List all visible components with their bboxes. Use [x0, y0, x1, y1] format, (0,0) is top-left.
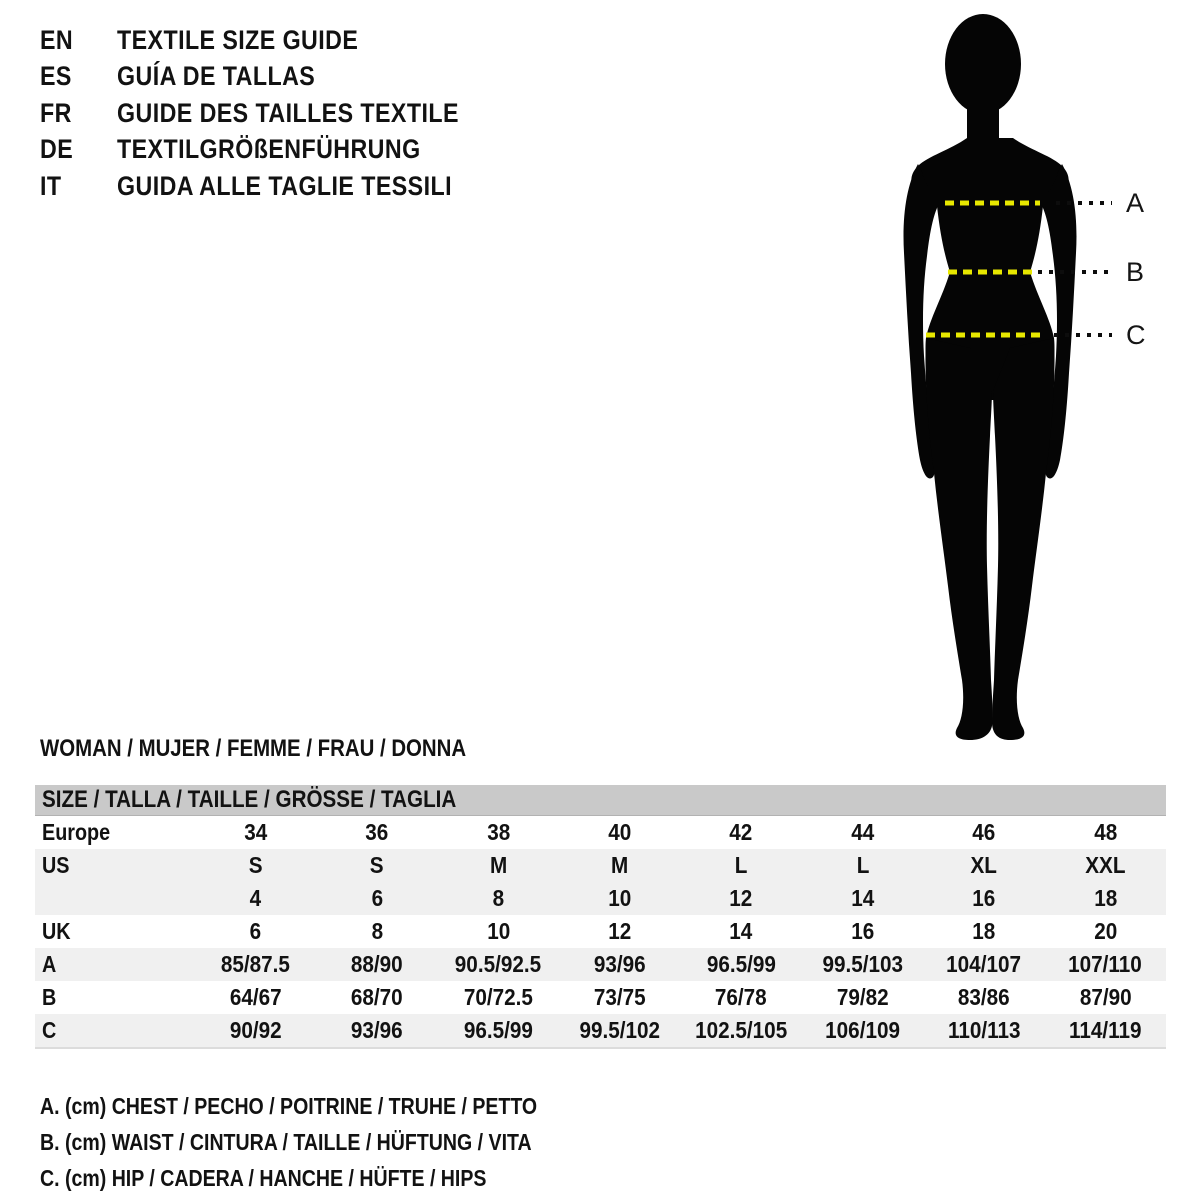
row-label: Europe — [42, 819, 111, 845]
legend-text: B. (cm) WAIST / CINTURA / TAILLE / HÜFTUNG / VITA — [40, 1128, 532, 1155]
language-code: FR — [40, 97, 72, 128]
size-value-cell: 93/96 — [351, 1017, 403, 1043]
language-row — [40, 95, 515, 132]
language-code: IT — [40, 170, 62, 201]
measure-label-b: B — [1126, 257, 1145, 287]
legend-row-waist — [40, 1124, 625, 1160]
language-title: TEXTILGRÖßENFÜHRUNG — [117, 134, 421, 165]
size-value-cell: XXL — [1085, 852, 1126, 878]
size-value-cell: 40 — [608, 819, 632, 845]
legend-text: A. (cm) CHEST / PECHO / POITRINE / TRUHE / PETTO — [40, 1092, 538, 1119]
size-value-cell: 10 — [486, 918, 510, 944]
size-table — [35, 785, 1166, 1049]
language-code: EN — [40, 24, 74, 55]
size-value-cell: 10 — [608, 885, 632, 911]
size-table-row — [35, 882, 1166, 915]
legend-text: C. (cm) HIP / CADERA / HANCHE / HÜFTE / HIPS — [40, 1164, 487, 1191]
size-value-cell: 107/110 — [1068, 951, 1143, 977]
language-row — [40, 132, 515, 169]
size-value-cell: 12 — [608, 918, 632, 944]
language-code: DE — [40, 134, 74, 165]
size-table-row — [35, 981, 1166, 1014]
size-value-cell: 73/75 — [593, 984, 646, 1010]
size-value-cell: 14 — [851, 885, 875, 911]
size-value-cell: L — [856, 852, 869, 878]
language-title: GUÍA DE TALLAS — [117, 61, 316, 92]
section-title — [40, 735, 541, 763]
size-value-cell: 96.5/99 — [706, 951, 776, 977]
legend-row-chest — [40, 1088, 625, 1124]
size-value-cell: 64/67 — [229, 984, 282, 1010]
size-value-cell: 38 — [486, 819, 510, 845]
size-value-cell: S — [248, 852, 263, 878]
size-value-cell: 46 — [972, 819, 996, 845]
size-table-row — [35, 948, 1166, 981]
language-title: GUIDE DES TAILLES TEXTILE — [117, 97, 459, 128]
size-value-cell: 70/72.5 — [463, 984, 533, 1010]
size-value-cell: 6 — [371, 885, 383, 911]
size-table-row — [35, 816, 1166, 849]
size-value-cell: 34 — [244, 819, 268, 845]
size-value-cell: 4 — [249, 885, 262, 911]
woman-silhouette-icon — [880, 8, 1130, 740]
size-value-cell: 68/70 — [351, 984, 403, 1010]
size-value-cell: 14 — [729, 918, 753, 944]
size-value-cell: 44 — [851, 819, 875, 845]
measure-label-a: A — [1126, 188, 1145, 218]
size-value-cell: 87/90 — [1079, 984, 1132, 1010]
size-table-header — [35, 785, 1166, 816]
row-label — [35, 885, 195, 912]
size-value-cell: 6 — [249, 918, 262, 944]
language-title: GUIDA ALLE TAGLIE TESSILI — [117, 170, 452, 201]
size-value-cell: 18 — [972, 918, 996, 944]
size-table-body — [35, 816, 1166, 1049]
language-row — [40, 59, 515, 96]
measurement-figure — [880, 0, 1200, 760]
row-label: UK — [42, 918, 71, 944]
size-value-cell: 90.5/92.5 — [455, 951, 542, 977]
size-value-cell: XL — [970, 852, 998, 878]
size-value-cell: 83/86 — [958, 984, 1010, 1010]
size-value-cell: 48 — [1093, 819, 1117, 845]
size-value-cell: S — [370, 852, 384, 878]
size-value-cell: 20 — [1093, 918, 1117, 944]
size-value-cell: 90/92 — [229, 1017, 282, 1043]
row-label: US — [42, 852, 70, 878]
size-value-cell: 110/113 — [947, 1017, 1021, 1043]
size-value-cell: 42 — [729, 819, 753, 845]
size-value-cell: 88/90 — [351, 951, 403, 977]
size-value-cell: 8 — [371, 918, 383, 944]
size-value-cell: 114/119 — [1069, 1017, 1142, 1043]
size-value-cell: 8 — [492, 885, 505, 911]
size-value-cell: 93/96 — [593, 951, 646, 977]
size-value-cell: L — [734, 852, 748, 878]
size-value-cell: 79/82 — [836, 984, 889, 1010]
section-title-text: WOMAN / MUJER / FEMME / FRAU / DONNA — [40, 735, 467, 762]
measure-label-c: C — [1126, 320, 1146, 350]
legend-row-hip — [40, 1160, 625, 1196]
row-label: B — [42, 984, 57, 1010]
size-table-header-text: SIZE / TALLA / TAILLE / GRÖSSE / TAGLIA — [42, 786, 457, 813]
language-row — [40, 22, 515, 59]
size-value-cell: 96.5/99 — [463, 1017, 533, 1043]
size-value-cell: 99.5/102 — [579, 1017, 661, 1043]
size-value-cell: 104/107 — [946, 951, 1022, 977]
size-value-cell: 12 — [729, 885, 753, 911]
size-value-cell: 18 — [1093, 885, 1117, 911]
row-label: C — [42, 1017, 57, 1043]
size-value-cell: 85/87.5 — [221, 951, 291, 977]
size-table-row — [35, 915, 1166, 948]
size-value-cell: 36 — [365, 819, 389, 845]
size-value-cell: 16 — [972, 885, 996, 911]
language-row — [40, 168, 515, 205]
measurement-legend — [40, 1088, 625, 1196]
language-code: ES — [40, 61, 72, 92]
size-value-cell: 102.5/105 — [695, 1017, 788, 1043]
size-value-cell: 76/78 — [715, 984, 768, 1010]
language-title-list — [40, 22, 515, 205]
size-value-cell: M — [489, 852, 508, 878]
row-label: A — [42, 951, 57, 977]
size-table-row — [35, 1014, 1166, 1047]
size-value-cell: 106/109 — [825, 1017, 900, 1043]
language-title: TEXTILE SIZE GUIDE — [117, 24, 359, 55]
size-table-row — [35, 849, 1166, 882]
size-value-cell: 16 — [851, 918, 875, 944]
size-value-cell: M — [611, 852, 629, 878]
size-value-cell: 99.5/103 — [822, 951, 903, 977]
